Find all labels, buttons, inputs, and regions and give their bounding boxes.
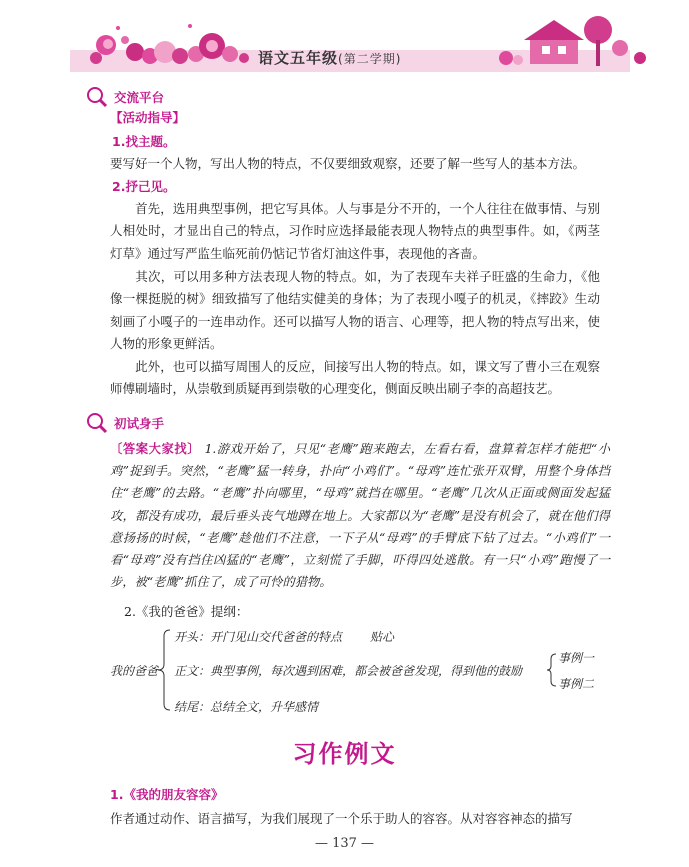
section-title: 初试身手 xyxy=(114,416,165,431)
answer-1: 〔答案大家找〕 1.游戏开始了，只见“老鹰”跑来跑去，左看右看，盘算着怎样才能把“小鸡”捉到手。突然，“老鹰”猛一转身，扑向“小鸡们”。“母鸡”连忙张开双臂，用整个身体挡住“老鹰”的去路。“老鹰”扑向哪里，“母鸡”就挡在哪里。“老鹰”几次从正面或侧面发起猛攻，都没有成功，最后垂头丧气地蹲在地上。大家都以为“老鹰”是没有机会了，就在他们得意扬扬的时候，“老鹰”趁他们不注意，一下子从“母鸡”的手臂底下钻了过去。“小鸡们”一看“母鸡”没有挡住凶猛的“老鹰”，立刻慌了手脚，吓得四处逃散。有一只“小鸡”跑慢了一步，被“老鹰”抓住了，成了可怜的猎物。 xyxy=(110,442,610,590)
paragraph-3: 此外，也可以描写周围人的反应，间接写出人物的特点。如，课文写了曹小三在观察师傅刷墙时，从崇敬到质疑再到崇敬的心理变化，侧面反映出刷子李的高超技艺。 xyxy=(110,359,600,397)
page-number: — 137 — xyxy=(314,836,375,851)
book-title: 语文五年级(第二学期) xyxy=(258,49,402,67)
outline-case2: 事例二 xyxy=(558,677,595,691)
outline-case1: 事例一 xyxy=(558,651,595,665)
example-essays-title: 习作例文 xyxy=(292,740,397,768)
item2-title: 2.抒己见。 xyxy=(112,179,176,194)
item1-title: 1.找主题。 xyxy=(112,134,176,149)
activity-label: 【活动指导】 xyxy=(110,110,186,125)
paragraph-1: 首先，选用典型事例，把它写具体。人与事是分不开的，一个人往往在做事情、与别人相处时，才显出自己的特点，习作时应选择最能表现人物特点的典型事件。如，《两茎灯草》通过写严监生临死前仍惦记节省灯油这件事，表现他的吝啬。 xyxy=(110,201,600,261)
essay1-text: 作者通过动作、语言描写，为我们展现了一个乐于助人的容容。从对容容神态的描写 xyxy=(110,811,573,826)
outline-root: 我的爸爸 xyxy=(110,664,159,678)
outline-body: 正文：典型事例，每次遇到困难，都会被爸爸发现，得到他的鼓励 xyxy=(174,664,523,678)
outline-start: 开头：开门见山交代爸爸的特点 xyxy=(174,630,343,644)
outline-end: 结尾：总结全文，升华感情 xyxy=(174,700,319,714)
section-title: 交流平台 xyxy=(114,90,165,105)
answer2-title: 2.《我的爸爸》提纲： xyxy=(124,604,249,619)
essay1-title: 1.《我的朋友容容》 xyxy=(110,787,224,802)
outline-start-note: 贴心 xyxy=(370,630,395,644)
paragraph-2: 其次，可以用多种方法表现人物的特点。如，为了表现车夫祥子旺盛的生命力，《他像一棵挺脱的树》细致描写了他结实健美的身体；为了表现小嘎子的机灵，《摔跤》生动刻画了小嘎子的一连串动作。还可以描写人物的语言、心理等，把人物的特点写出来，使人物的形象更鲜活。 xyxy=(110,269,600,351)
item1-text: 要写好一个人物，写出人物的特点，不仅要细致观察，还要了解一些写人的基本方法。 xyxy=(110,156,586,171)
